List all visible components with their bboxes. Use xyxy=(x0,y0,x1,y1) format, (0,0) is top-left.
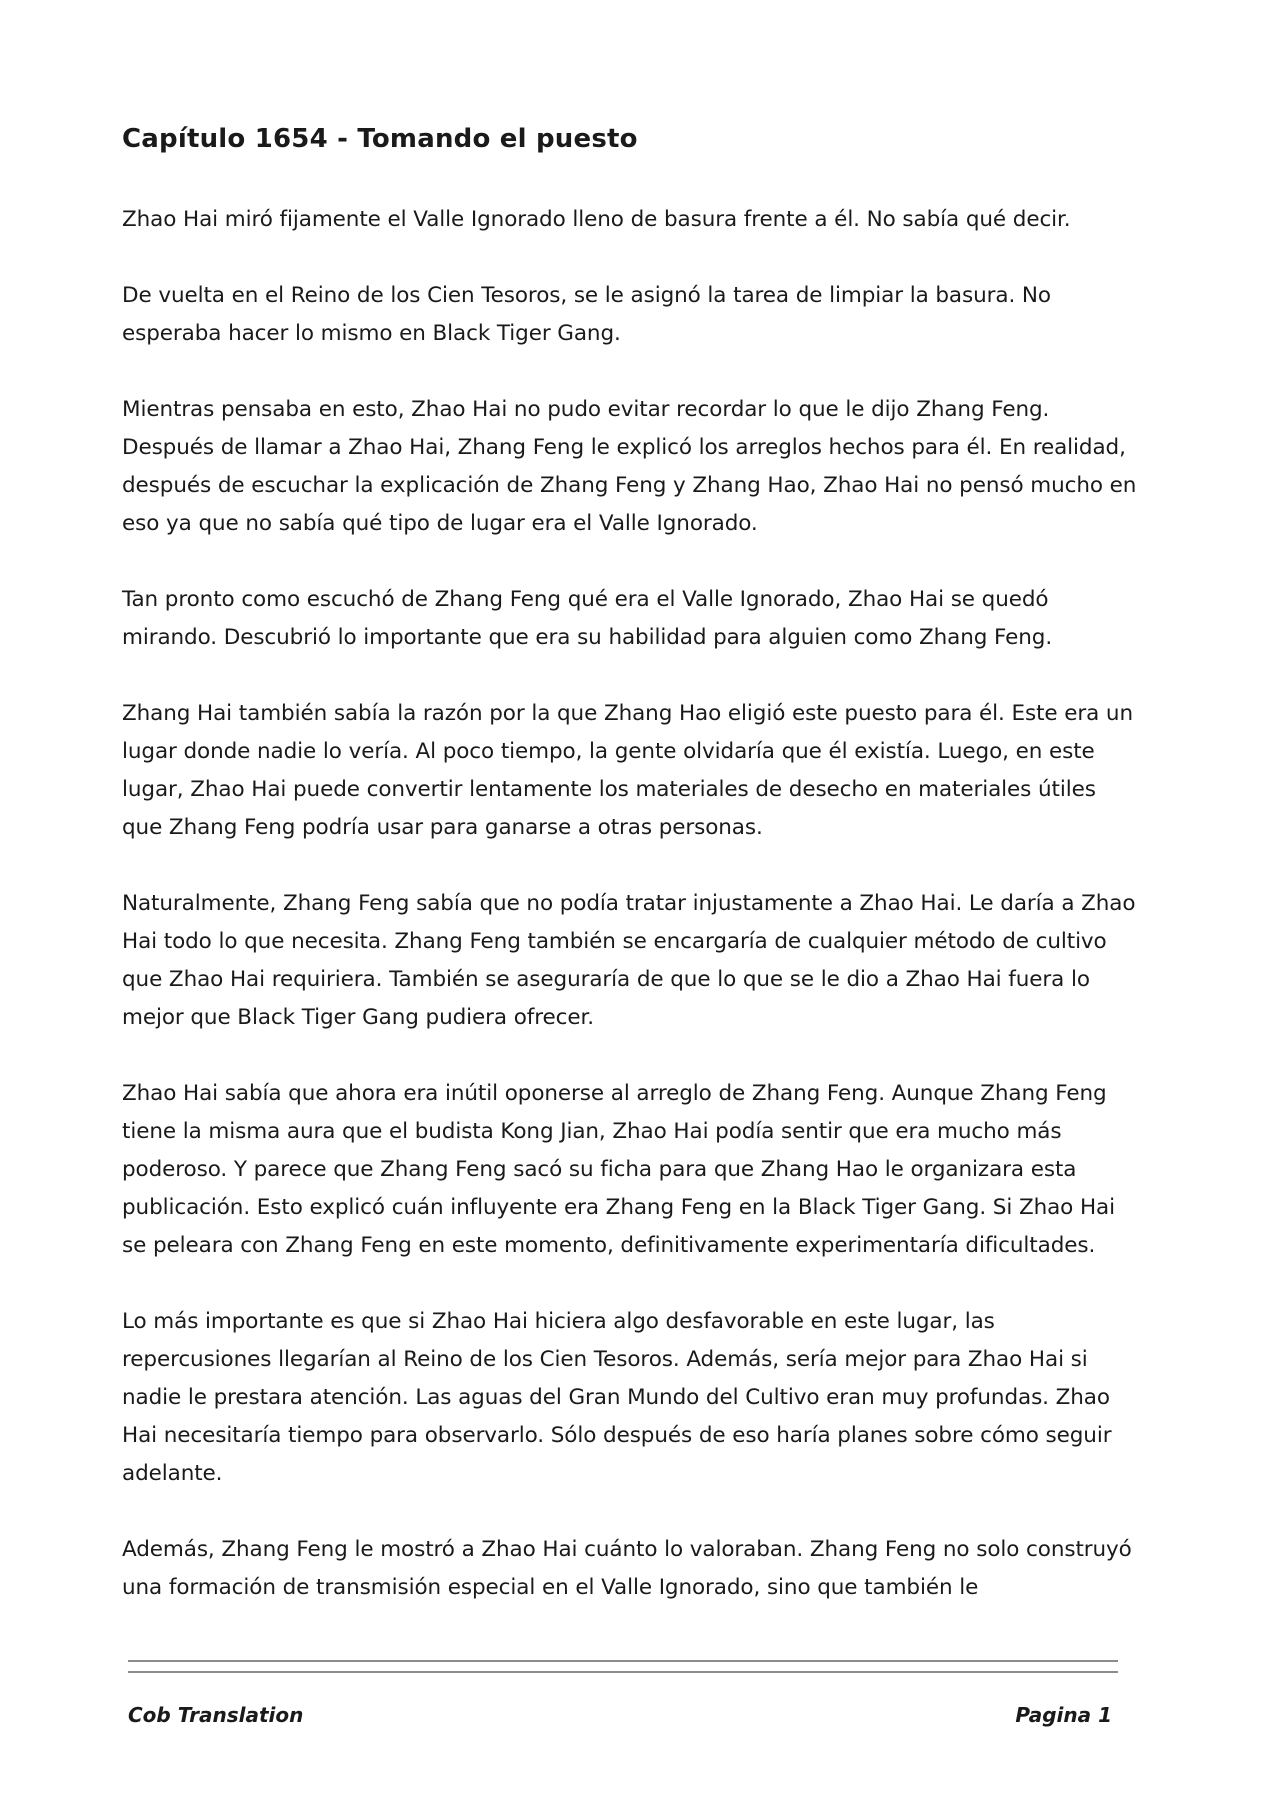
paragraph: Además, Zhang Feng le mostró a Zhao Hai cuánto lo valoraban. Zhang Feng no solo construyó una formación de transmisión especial en el Valle Ignorado, sino que también le xyxy=(122,1537,1132,1600)
paragraph: Lo más importante es que si Zhao Hai hiciera algo desfavorable en este lugar, las repercusiones llegarían al Reino de los Cien Tesoros. Además, sería mejor para Zhao Hai si nadie le prestara atención. Las aguas del Gran Mundo del Cultivo eran muy profundas. Zhao Hai necesitaría tiempo para observarlo. Sólo después de eso haría planes sobre cómo seguir adelante. xyxy=(122,1309,1112,1486)
paragraph: Mientras pensaba en esto, Zhao Hai no pudo evitar recordar lo que le dijo Zhang Feng. Después de llamar a Zhao Hai, Zhang Feng le explicó los arreglos hechos para él. En realidad, después de escuchar la explicación de Zhang Feng y Zhang Hao, Zhao Hai no pensó mucho en eso ya que no sabía qué tipo de lugar era el Valle Ignorado. xyxy=(122,397,1137,536)
footer-divider xyxy=(128,1660,1118,1662)
footer-divider xyxy=(128,1671,1118,1673)
paragraph: Zhao Hai sabía que ahora era inútil oponerse al arreglo de Zhang Feng. Aunque Zhang Feng tiene la misma aura que el budista Kong Jian, Zhao Hai podía sentir que era mucho más poderoso. Y parece que Zhang Feng sacó su ficha para que Zhang Hao le organizara esta publicación. Esto explicó cuán influyente era Zhang Feng en la Black Tiger Gang. Si Zhao Hai se peleara con Zhang Feng en este momento, definitivamente experimentaría dificultades. xyxy=(122,1081,1115,1258)
footer-translator: Cob Translation xyxy=(128,1703,304,1727)
paragraph: Tan pronto como escuchó de Zhang Feng qué era el Valle Ignorado, Zhao Hai se quedó mirando. Descubrió lo importante que era su habilidad para alguien como Zhang Feng. xyxy=(122,587,1053,650)
paragraph: Zhao Hai miró fijamente el Valle Ignorado lleno de basura frente a él. No sabía qué decir. xyxy=(122,207,1071,232)
paragraph: Naturalmente, Zhang Feng sabía que no podía tratar injustamente a Zhao Hai. Le daría a Zhao Hai todo lo que necesita. Zhang Feng también se encargaría de cualquier método de cultivo que Zhao Hai requiriera. También se aseguraría de que lo que se le dio a Zhao Hai fuera lo mejor que Black Tiger Gang pudiera ofrecer. xyxy=(122,891,1136,1030)
paragraph: Zhang Hai también sabía la razón por la que Zhang Hao eligió este puesto para él. Este era un lugar donde nadie lo vería. Al poco tiempo, la gente olvidaría que él existía. Luego, en este lugar, Zhao Hai puede convertir lentamente los materiales de desecho en materiales útiles que Zhang Feng podría usar para ganarse a otras personas. xyxy=(122,701,1133,840)
chapter-body xyxy=(122,201,1142,1645)
paragraph: De vuelta en el Reino de los Cien Tesoros, se le asignó la tarea de limpiar la basura. No esperaba hacer lo mismo en Black Tiger Gang. xyxy=(122,283,1051,346)
footer-page-number: Pagina 1 xyxy=(1015,1703,1112,1727)
chapter-title: Capítulo 1654 - Tomando el puesto xyxy=(122,124,638,154)
